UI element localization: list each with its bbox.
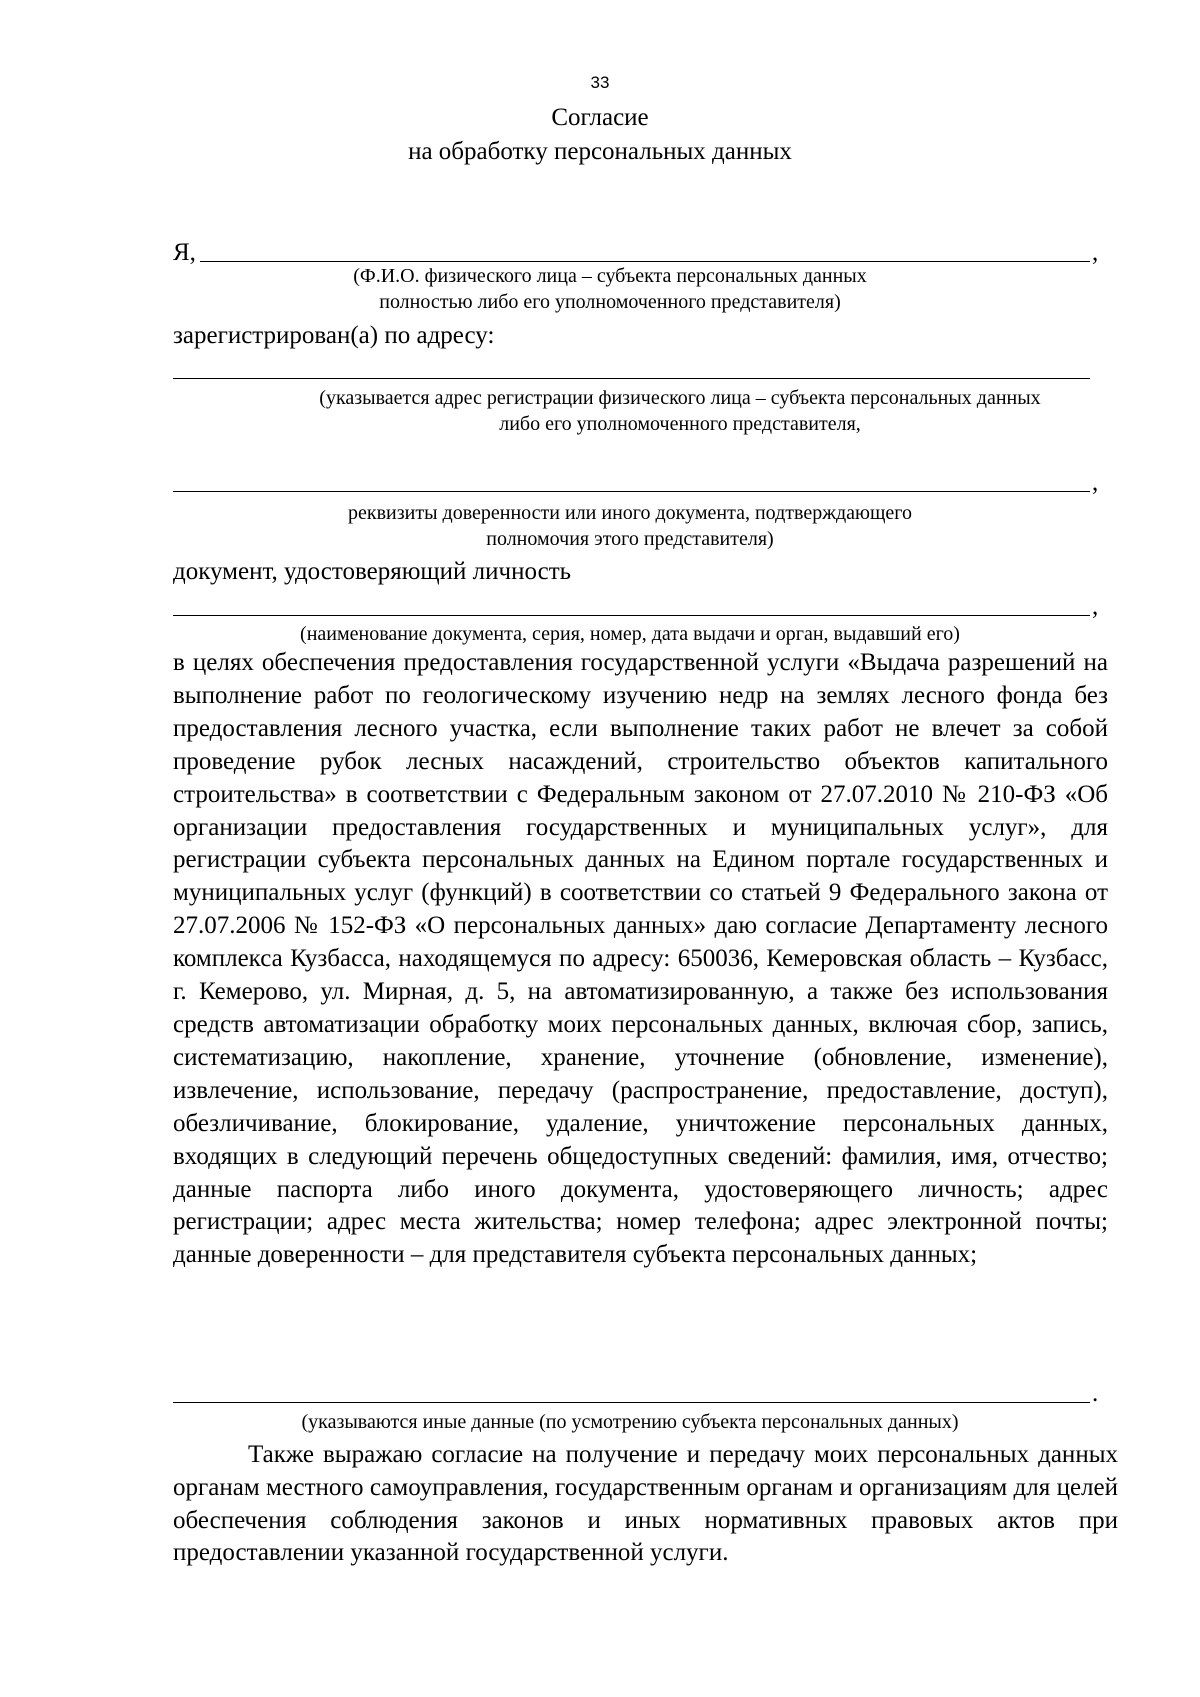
title-line-1: Согласие bbox=[551, 104, 649, 131]
registered-label: зарегистрирован(а) по адресу: bbox=[173, 322, 495, 349]
identity-fill-line[interactable] bbox=[173, 615, 1090, 616]
consent-body: в целях обеспечения предоставления государственной услуги «Выдача разрешений на выполнение работ по геологическому изучению недр на землях лесного фонда без предоставления лесного участка, если выполнение таких работ не влечет за собой проведение рубок лесных насаждений, строительство объектов капитального строительства» в соответствии с Федеральным законом от 27.07.2010 № 210-ФЗ «Об организации предоставления государственных и муниципальных услуг», для регистрации субъекта персональных данных на Едином портале государственных и муниципальных услуг (функций) в соответствии со статьей 9 Федерального закона от 27.07.2006 № 152-ФЗ «О персональных данных» даю согласие Департаменту лесного комплекса Кузбасса, находящемуся по адресу: 650036, Кемеровская область – Кузбасс, г. Кемерово, ул. Мирная, д. 5, на автоматизированную, а также без использования средств автоматизации обработку моих персональных данных, включая сбор, запись, систематизацию, накопление, хранение, уточнение (обновление, изменение), извлечение, использование, передачу (распространение, предоставление, доступ), обезличивание, блокирование, удаление, уничтожение персональных данных, входящих в следующий перечень общедоступных сведений: фамилия, имя, отчество; данные паспорта либо иного документа, удостоверяющего личность; адрес регистрации; адрес места жительства; номер телефона; адрес электронной почты; данные доверенности – для представителя субъекта персональных данных; bbox=[173, 649, 1108, 1269]
other-data-caption: (указываются иные данные (по усмотрению субъекта персональных данных) bbox=[301, 1411, 959, 1433]
address-caption bbox=[230, 385, 1130, 437]
proxy-field-row bbox=[173, 464, 1108, 498]
name-caption-line-1: (Ф.И.О. физического лица – субъекта персональных данных bbox=[353, 265, 867, 287]
identity-field-row bbox=[173, 588, 1108, 622]
other-data-suffix: . bbox=[1092, 1380, 1099, 1407]
name-caption bbox=[180, 263, 1040, 315]
document-title bbox=[0, 101, 1200, 169]
name-caption-line-2: полностью либо его уполномоченного представителя) bbox=[379, 291, 841, 313]
name-prefix: Я, bbox=[173, 239, 196, 266]
address-caption-line-2: либо его уполномоченного представителя, bbox=[499, 413, 861, 435]
other-data-field-row bbox=[173, 1375, 1108, 1409]
title-line-2: на обработку персональных данных bbox=[408, 138, 792, 165]
name-fill-line[interactable] bbox=[200, 261, 1090, 262]
address-field-row bbox=[173, 351, 1108, 385]
other-data-fill-line[interactable] bbox=[173, 1402, 1090, 1403]
address-fill-line[interactable] bbox=[173, 378, 1090, 379]
proxy-caption bbox=[180, 500, 1080, 552]
page-number: 33 bbox=[590, 73, 610, 92]
identity-caption: (наименование документа, серия, номер, дата выдачи и орган, выдавший его) bbox=[300, 623, 960, 645]
identity-suffix: , bbox=[1092, 593, 1099, 620]
proxy-suffix: , bbox=[1092, 469, 1099, 496]
name-suffix: , bbox=[1092, 239, 1099, 266]
closing-paragraph: Также выражаю согласие на получение и передачу моих персональных данных органам местного самоуправления, государственным органам и организациям для целей обеспечения соблюдения законов и иных нормативных правовых актов при предоставлении указанной государственной услуги. bbox=[173, 1441, 1118, 1567]
address-caption-line-1: (указывается адрес регистрации физического лица – субъекта персональных данных bbox=[319, 387, 1041, 409]
proxy-caption-line-1: реквизиты доверенности или иного документа, подтверждающего bbox=[348, 502, 912, 524]
proxy-caption-line-2: полномочия этого представителя) bbox=[486, 528, 774, 550]
proxy-fill-line[interactable] bbox=[173, 491, 1090, 492]
identity-label: документ, удостоверяющий личность bbox=[173, 558, 572, 585]
